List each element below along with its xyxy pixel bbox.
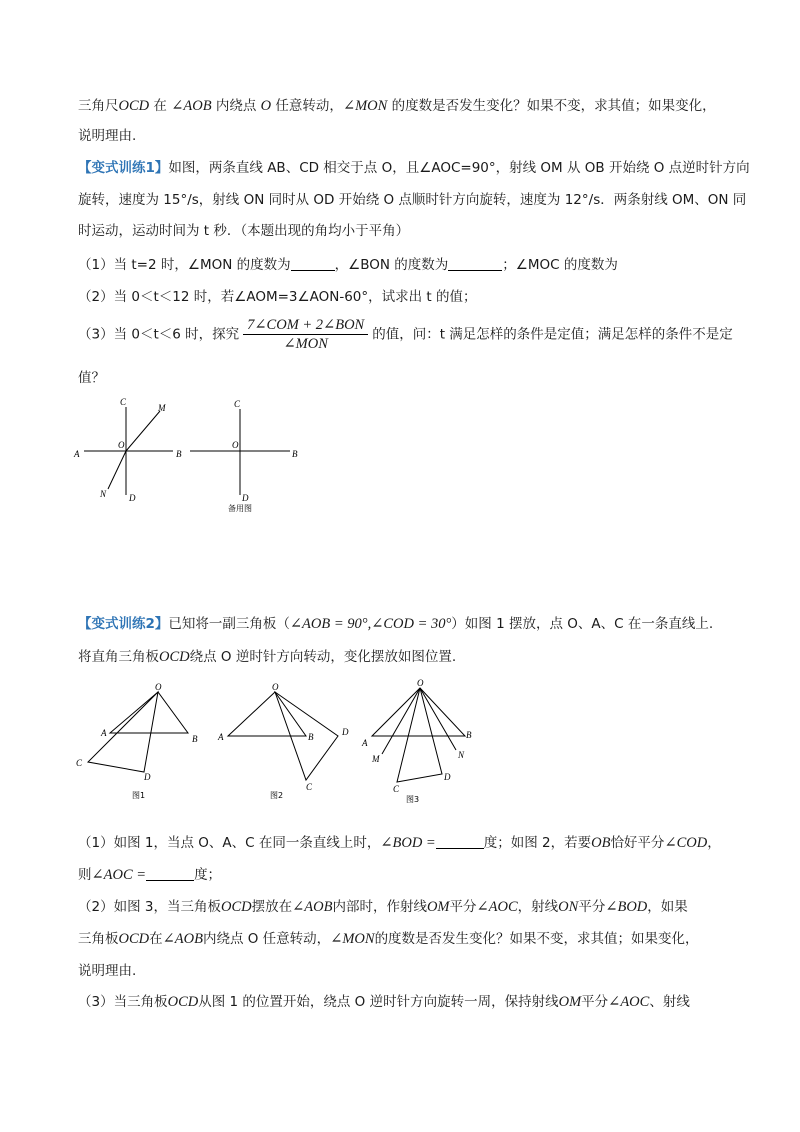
svg-text:N: N	[458, 750, 465, 760]
svg-text:O: O	[417, 678, 424, 688]
svg-text:C: C	[393, 784, 400, 794]
svg-text:M: M	[158, 403, 166, 413]
svg-text:C: C	[120, 397, 127, 407]
figure-2	[217, 682, 349, 800]
svg-text:O: O	[155, 682, 162, 692]
exercise-1-question-2: （2）当 0＜t＜12 时，若∠AOM=3∠AON-60°，试求出 t 的值；	[78, 289, 477, 305]
exercise-1-tag: 【变式训练1】	[78, 160, 169, 176]
figure-caption: 图2	[270, 791, 284, 800]
exercise-1-question-1: （1）当 t=2 时，∠MON 的度数为 ，∠BON 的度数为 ；∠MOC 的度数为	[78, 257, 618, 273]
answer-blank	[291, 256, 335, 271]
exercise-2-question-2: （2）如图 3，当三角板OCD摆放在∠AOB内部时，作射线OM平分∠AOC，射线ON平分∠BOD，如果	[78, 899, 688, 915]
svg-text:B: B	[176, 449, 182, 459]
svg-text:C: C	[234, 399, 241, 409]
exercise-1-line-1: 【变式训练1】如图，两条直线 AB、CD 相交于点 O，且∠AOC=90°，射线 OM 从 OB 开始绕 O 点逆时针方向	[78, 160, 750, 176]
svg-text:B: B	[192, 734, 198, 744]
figure-caption: 备用图	[228, 504, 252, 513]
exercise-2-figures	[70, 680, 490, 810]
exercise-1-line-3: 时运动，运动时间为 t 秒．（本题出现的角均小于平角）	[78, 223, 410, 239]
exercise-2-line-1: 【变式训练2】已知将一副三角板（∠AOB = 90°,∠COD = 30°）如图 1 摆放，点 O、A、C 在一条直线上.	[78, 616, 714, 632]
svg-text:D: D	[444, 772, 451, 782]
exercise-2-question-3: （3）当三角板OCD从图 1 的位置开始，绕点 O 逆时针方向旋转一周，保持射线OM平分∠AOC、射线	[78, 994, 690, 1010]
intro-line-1: 三角尺OCD 在 ∠AOB 内绕点 O 任意转动，∠MON 的度数是否发生变化？如果不变，求其值；如果变化，	[78, 98, 716, 114]
answer-blank	[448, 256, 502, 271]
figure-3	[361, 678, 472, 804]
spare-figure	[190, 399, 298, 513]
svg-text:D: D	[342, 727, 349, 737]
answer-blank	[436, 834, 484, 849]
exercise-1-question-3: （3）当 0＜t＜6 时，探究 $\frac{\text{7∠COM + 2∠BON}}{\text{∠MON}}$ 的值，问：t 满足怎样的条件是定值；满足怎样的条件不是定	[78, 317, 733, 352]
intro-line-2: 说明理由.	[78, 128, 137, 144]
svg-text:N: N	[100, 489, 107, 499]
svg-text:C: C	[306, 782, 313, 792]
exercise-2-question-1: （1）如图 1，当点 O、A、C 在同一条直线上时，∠BOD = 度；如图 2，若要OB恰好平分∠COD，	[78, 835, 721, 851]
svg-text:M: M	[372, 754, 380, 764]
figure-1	[76, 682, 198, 800]
svg-text:O: O	[272, 682, 279, 692]
fraction-expression: $\frac{\text{7∠COM + 2∠BON}}{\text{∠MON}}$	[243, 316, 368, 353]
exercise-2-question-2-end: 说明理由.	[78, 963, 137, 979]
svg-text:A: A	[101, 728, 107, 738]
exercise-1-line-2: 旋转，速度为 15°/s，射线 ON 同时从 OD 开始绕 O 点顺时针方向旋转，速度为 12°/s．两条射线 OM、ON 同	[78, 192, 747, 208]
svg-text:A: A	[362, 738, 368, 748]
svg-text:A: A	[218, 732, 224, 742]
rotation-figure	[73, 397, 182, 503]
figure-caption: 图1	[132, 791, 146, 800]
exercise-1-question-3-cont: 值？	[78, 370, 105, 386]
exercise-1-figure	[70, 395, 310, 520]
answer-blank	[146, 866, 194, 881]
svg-text:O: O	[232, 440, 239, 450]
svg-text:D: D	[129, 493, 136, 503]
exercise-2-tag: 【变式训练2】	[78, 616, 169, 632]
svg-text:A: A	[74, 449, 80, 459]
svg-text:B: B	[308, 732, 314, 742]
exercise-2-question-1-cont: 则∠AOC = 度；	[78, 867, 222, 883]
svg-text:D: D	[144, 772, 151, 782]
svg-text:O: O	[118, 440, 125, 450]
svg-text:B: B	[292, 449, 298, 459]
exercise-2-question-2-cont: 三角板OCD在∠AOB内绕点 O 任意转动，∠MON的度数是否发生变化？如果不变，求其值；如果变化，	[78, 931, 699, 947]
exercise-2-line-2: 将直角三角板OCD绕点 O 逆时针方向转动，变化摆放如图位置.	[78, 649, 457, 665]
svg-text:B: B	[466, 730, 472, 740]
svg-text:D: D	[242, 493, 249, 503]
svg-text:C: C	[76, 758, 83, 768]
figure-caption: 图3	[406, 795, 420, 804]
